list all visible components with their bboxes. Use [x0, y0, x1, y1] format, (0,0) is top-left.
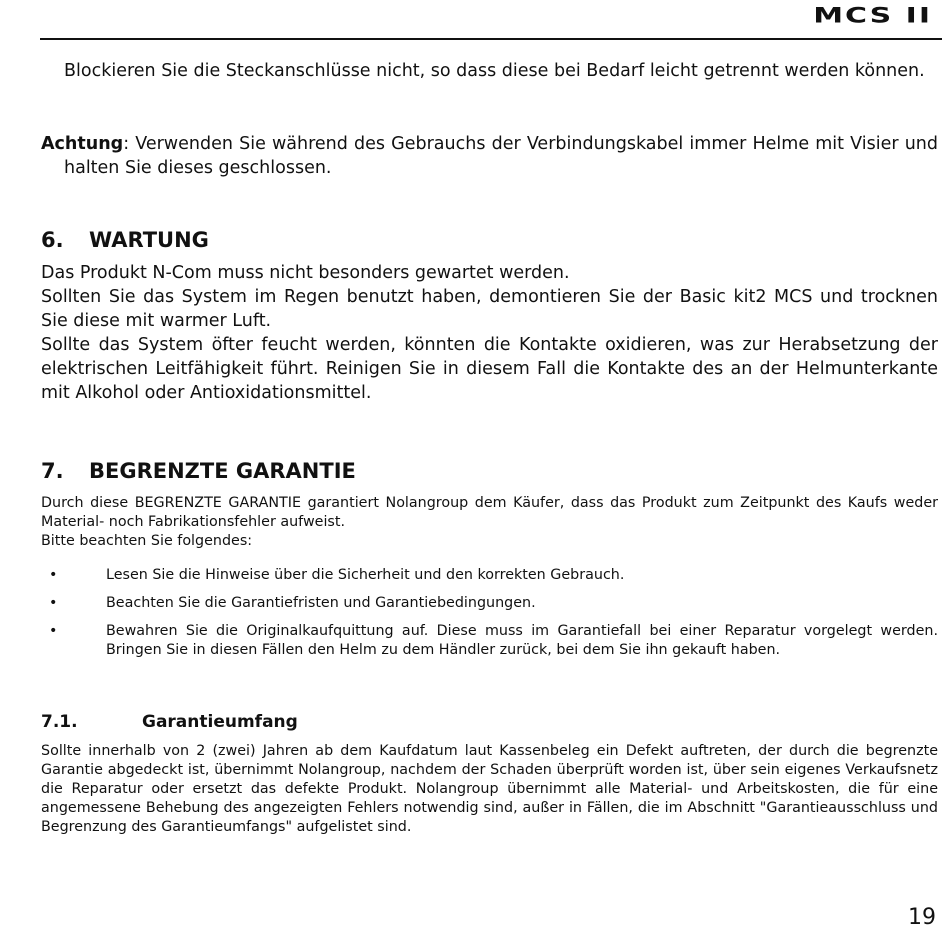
section-7-1-body: Sollte innerhalb von 2 (zwei) Jahren ab dem Kaufdatum laut Kassenbeleg ein Defekt auftreten, der durch die begrenzte Garantie abgedeckt ist, übernimmt Nolangroup, nachdem der Schaden überprüft worden ist, über sein eigenes Verkaufsnetz die Reparatur oder ersetzt das defekte Produkt. Nolangroup übernimmt alle Material- und Arbeitskosten, die für eine angemessene Behebung des angezeigten Fehlers notwendig sind, außer in Fällen, die im Abschnitt "Garantieausschluss und Begrenzung des Garantieumfangs" aufgelistet sind. — [41, 743, 938, 835]
list-item-text: Lesen Sie die Hinweise über die Sicherheit und den korrekten Gebrauch. — [106, 567, 625, 583]
list-item-text: Bewahren Sie die Originalkaufquittung auf. Diese muss im Garantiefall bei einer Reparatur vorgelegt werden. Bringen Sie in diesen Fällen den Helm zu dem Händler zurück, bei dem Sie ihn gekauft haben. — [106, 623, 938, 658]
bullet-mark: • — [49, 623, 58, 639]
section-6-title: WARTUNG — [89, 228, 209, 252]
list-item — [41, 594, 938, 613]
warning-paragraph — [41, 132, 938, 180]
section-7-1-number: 7.1. — [41, 712, 78, 732]
section-7-number: 7. — [41, 459, 64, 483]
section-6-number: 6. — [41, 228, 64, 252]
brand-logo: MCS II — [813, 3, 932, 29]
list-item — [41, 566, 938, 585]
section-6-line-1: Das Produkt N-Com muss nicht besonders gewartet werden. — [41, 263, 570, 283]
warning-text: : Verwenden Sie während des Gebrauchs der Verbindungskabel immer Helme mit Visier und halten Sie dieses geschlossen. — [64, 134, 938, 178]
section-7-1-heading — [41, 711, 298, 733]
page-number: 19 — [908, 905, 936, 930]
list-item — [41, 622, 938, 660]
warning-label: Achtung — [41, 134, 124, 154]
header-rule — [40, 38, 942, 40]
section-7-intro: Durch diese BEGRENZTE GARANTIE garantiert Nolangroup dem Käufer, dass das Produkt zum Zeitpunkt des Kaufs weder Material- noch Fabrikationsfehler aufweist. — [41, 495, 938, 530]
section-6-line-2: Sollten Sie das System im Regen benutzt haben, demontieren Sie der Basic kit2 MCS und trocknen Sie diese mit warmer Luft. — [41, 287, 938, 331]
section-7-bullet-list — [41, 566, 938, 669]
section-7-1-title: Garantieumfang — [142, 712, 298, 732]
list-item-text: Beachten Sie die Garantiefristen und Garantiebedingungen. — [106, 595, 536, 611]
section-7-note: Bitte beachten Sie folgendes: — [41, 533, 253, 549]
section-6-heading — [41, 227, 209, 253]
bullet-mark: • — [49, 595, 58, 611]
section-7-title: BEGRENZTE GARANTIE — [89, 459, 356, 483]
intro-paragraph: Blockieren Sie die Steckanschlüsse nicht, so dass diese bei Bedarf leicht getrennt werden können. — [64, 61, 925, 81]
bullet-mark: • — [49, 567, 58, 583]
section-6-line-3: Sollte das System öfter feucht werden, könnten die Kontakte oxidieren, was zur Herabsetzung der elektrischen Leitfähigkeit führt. Reinigen Sie in diesem Fall die Kontakte des an der Helmunterkante mit Alkohol oder Antioxidationsmittel. — [41, 335, 938, 403]
section-7-heading — [41, 458, 356, 484]
